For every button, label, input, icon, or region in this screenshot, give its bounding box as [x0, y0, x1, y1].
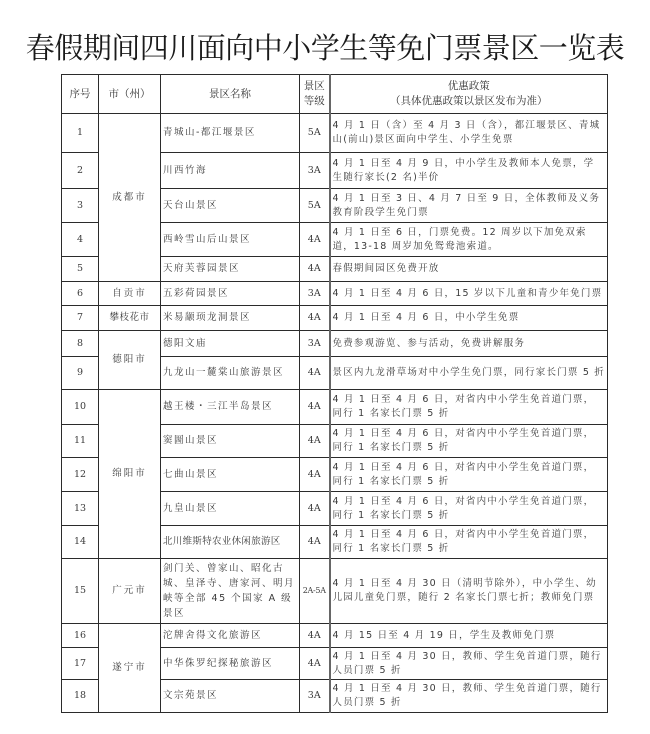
table-row	[62, 114, 608, 153]
scenic-grade: 4A	[300, 526, 330, 559]
header-policy	[330, 75, 608, 114]
scenic-name: 剑门关、曾家山、昭化古城、皇泽寺、唐家河、明月峡等全部 45 个国家 A 级景区	[161, 559, 300, 624]
row-index: 13	[62, 492, 99, 526]
scenic-spots-table	[61, 74, 608, 713]
scenic-grade: 4A	[300, 624, 330, 648]
scenic-grade: 4A	[300, 223, 330, 257]
row-index: 8	[62, 331, 99, 357]
header-grade-line1: 景区	[303, 80, 325, 92]
policy-text: 4 月 1 日至 4 月 6 日，对省内中小学生免首道门票，同行 1 名家长门票 5 折	[330, 458, 608, 492]
row-index: 10	[62, 390, 99, 425]
scenic-name: 窦圌山景区	[161, 425, 300, 458]
scenic-grade: 3A	[300, 153, 330, 189]
scenic-name: 德阳文庙	[161, 331, 300, 357]
city-cell: 自贡市	[99, 282, 161, 306]
scenic-name: 沱牌舍得文化旅游区	[161, 624, 300, 648]
scenic-grade: 4A	[300, 257, 330, 282]
scenic-grade: 4A	[300, 425, 330, 458]
header-grade-line2: 等级	[303, 95, 325, 107]
scenic-grade: 5A	[300, 189, 330, 223]
scenic-name: 西岭雪山后山景区	[161, 223, 300, 257]
scenic-grade: 2A-5A	[300, 559, 330, 624]
table-row	[62, 624, 608, 648]
row-index: 5	[62, 257, 99, 282]
table-header-row	[62, 75, 608, 114]
scenic-name: 北川维斯特农业休闲旅游区	[161, 526, 300, 559]
scenic-name: 川西竹海	[161, 153, 300, 189]
header-policy-line1: 优惠政策	[447, 80, 490, 92]
scenic-grade: 3A	[300, 282, 330, 306]
table-row	[62, 331, 608, 357]
policy-text: 免费参观游览、参与活动，免费讲解服务	[330, 331, 608, 357]
row-index: 18	[62, 680, 99, 713]
policy-text: 4 月 1 日至 6 日，门票免费。12 周岁以下加免双索道，13-18 周岁加免鸳鸯池索道。	[330, 223, 608, 257]
policy-text: 春假期间园区免费开放	[330, 257, 608, 282]
scenic-name: 七曲山景区	[161, 458, 300, 492]
header-grade	[300, 75, 330, 114]
header-index: 序号	[62, 75, 99, 114]
scenic-grade: 4A	[300, 390, 330, 425]
city-cell: 攀枝花市	[99, 306, 161, 331]
row-index: 9	[62, 357, 99, 390]
scenic-name: 米易颛顼龙洞景区	[161, 306, 300, 331]
scenic-name: 越王楼・三江半岛景区	[161, 390, 300, 425]
policy-text: 4 月 1 日（含）至 4 月 3 日（含），都江堰景区、青城山(前山)景区面向中学生、小学生免票	[330, 114, 608, 153]
scenic-name: 天台山景区	[161, 189, 300, 223]
policy-text: 4 月 1 日至 4 月 6 日，15 岁以下儿童和青少年免门票	[330, 282, 608, 306]
scenic-name: 青城山-都江堰景区	[161, 114, 300, 153]
policy-text: 4 月 1 日至 4 月 30 日，教师、学生免首道门票，随行人员门票 5 折	[330, 648, 608, 680]
row-index: 2	[62, 153, 99, 189]
scenic-grade: 4A	[300, 492, 330, 526]
table-row	[62, 559, 608, 624]
scenic-grade: 4A	[300, 458, 330, 492]
row-index: 6	[62, 282, 99, 306]
row-index: 16	[62, 624, 99, 648]
scenic-grade: 4A	[300, 306, 330, 331]
city-cell: 遂宁市	[99, 624, 161, 713]
policy-text: 4 月 1 日至 4 月 6 日，对省内中小学生免首道门票，同行 1 名家长门票 5 折	[330, 390, 608, 425]
row-index: 3	[62, 189, 99, 223]
scenic-name: 文宗苑景区	[161, 680, 300, 713]
policy-text: 4 月 1 日至 4 月 6 日，对省内中小学生免首道门票，同行 1 名家长门票 5 折	[330, 425, 608, 458]
scenic-grade: 5A	[300, 114, 330, 153]
scenic-name: 九皇山景区	[161, 492, 300, 526]
row-index: 14	[62, 526, 99, 559]
row-index: 12	[62, 458, 99, 492]
scenic-grade: 4A	[300, 357, 330, 390]
header-name: 景区名称	[161, 75, 300, 114]
policy-text: 4 月 15 日至 4 月 19 日，学生及教师免门票	[330, 624, 608, 648]
scenic-grade: 3A	[300, 331, 330, 357]
table-row	[62, 282, 608, 306]
scenic-name: 中华侏罗纪探秘旅游区	[161, 648, 300, 680]
policy-text: 4 月 1 日至 4 月 30 日，教师、学生免首道门票，随行人员门票 5 折	[330, 680, 608, 713]
row-index: 7	[62, 306, 99, 331]
scenic-name: 五彩荷园景区	[161, 282, 300, 306]
header-city: 市（州）	[99, 75, 161, 114]
scenic-grade: 3A	[300, 680, 330, 713]
scenic-name: 天府芙蓉园景区	[161, 257, 300, 282]
header-policy-line2: （具体优惠政策以景区发布为准）	[390, 95, 548, 107]
city-cell: 绵阳市	[99, 390, 161, 559]
row-index: 17	[62, 648, 99, 680]
row-index: 4	[62, 223, 99, 257]
policy-text: 4 月 1 日至 4 月 30 日（清明节除外），中小学生、幼儿园儿童免门票，随行 2 名家长门票七折；教师免门票	[330, 559, 608, 624]
policy-text: 4 月 1 日至 4 月 9 日，中小学生及教师本人免票，学生随行家长(2 名)半价	[330, 153, 608, 189]
page-title: 春假期间四川面向中小学生等免门票景区一览表	[25, 31, 625, 65]
row-index: 15	[62, 559, 99, 624]
scenic-grade: 4A	[300, 648, 330, 680]
table-row	[62, 306, 608, 331]
policy-text: 4 月 1 日至 3 日、4 月 7 日至 9 日，全体教师及义务教育阶段学生免门票	[330, 189, 608, 223]
city-cell: 德阳市	[99, 331, 161, 390]
city-cell: 成都市	[99, 114, 161, 282]
policy-text: 4 月 1 日至 4 月 6 日，中小学生免票	[330, 306, 608, 331]
policy-text: 4 月 1 日至 4 月 6 日，对省内中小学生免首道门票，同行 1 名家长门票 5 折	[330, 492, 608, 526]
city-cell: 广元市	[99, 559, 161, 624]
table-row	[62, 390, 608, 425]
policy-text: 景区内九龙滑草场对中小学生免门票，同行家长门票 5 折	[330, 357, 608, 390]
row-index: 1	[62, 114, 99, 153]
row-index: 11	[62, 425, 99, 458]
scenic-name: 九龙山一麓棠山旅游景区	[161, 357, 300, 390]
policy-text: 4 月 1 日至 4 月 6 日，对省内中小学生免首道门票，同行 1 名家长门票 5 折	[330, 526, 608, 559]
